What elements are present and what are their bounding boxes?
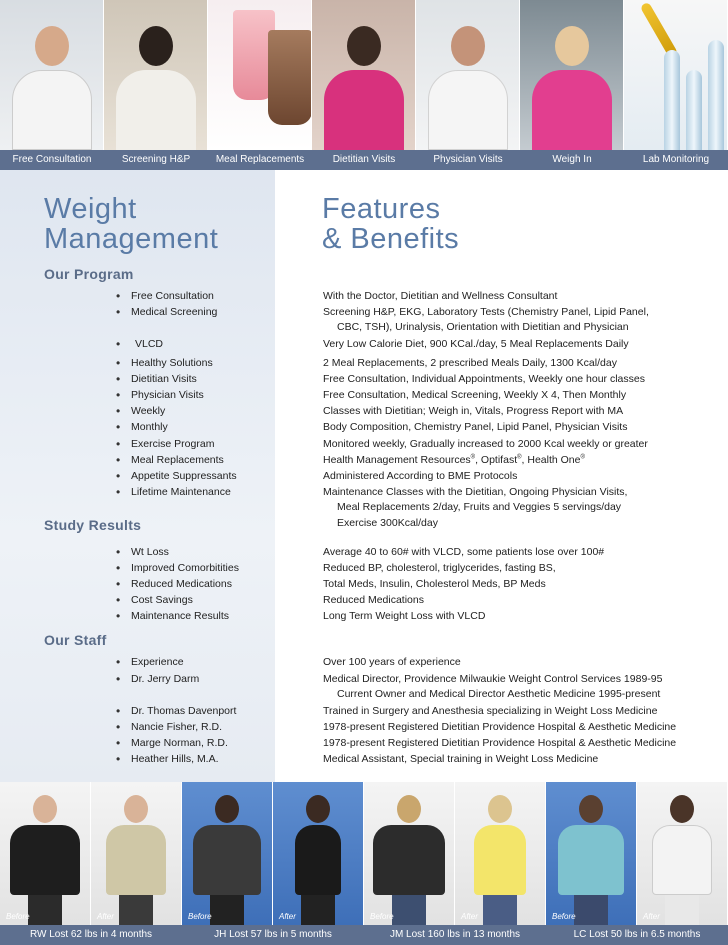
item-label: Appetite Suppressants bbox=[131, 470, 237, 482]
lab-tubes-photo bbox=[624, 0, 728, 150]
item-description: With the Doctor, Dietitian and Wellness Consultant bbox=[323, 290, 558, 302]
item-label: Medical Screening bbox=[131, 306, 218, 318]
item-label: Maintenance Results bbox=[131, 610, 230, 622]
item-description: Reduced Medications bbox=[323, 594, 424, 606]
item-description: Reduced BP, cholesterol, triglycerides, fasting BS, bbox=[323, 562, 556, 574]
item-label: Lifetime Maintenance bbox=[131, 486, 231, 498]
bullet-icon: • bbox=[116, 305, 121, 319]
bullet-icon: • bbox=[116, 577, 121, 591]
jh-before-photo bbox=[182, 782, 273, 925]
item-description: Body Composition, Chemistry Panel, Lipid Panel, Physician Visits bbox=[323, 421, 628, 433]
bullet-icon: • bbox=[116, 609, 121, 623]
bullet-icon: • bbox=[116, 593, 121, 607]
item-label: Experience bbox=[131, 656, 184, 668]
item-label: Free Consultation bbox=[131, 290, 214, 302]
after-tag: After bbox=[97, 912, 114, 921]
item-description: CBC, TSH), Urinalysis, Orientation with Dietitian and Physician bbox=[337, 321, 629, 333]
rw-after-photo bbox=[91, 782, 182, 925]
item-description: Free Consultation, Individual Appointments, Weekly one hour classes bbox=[323, 373, 645, 385]
physician-photo bbox=[416, 0, 520, 150]
shakes-photo bbox=[208, 0, 312, 150]
item-label: Marge Norman, R.D. bbox=[131, 737, 228, 749]
results-caption-bar bbox=[0, 925, 728, 945]
item-label: Dr. Thomas Davenport bbox=[131, 705, 237, 717]
item-label: Cost Savings bbox=[131, 594, 193, 606]
caption-rw: RW Lost 62 lbs in 4 months bbox=[29, 929, 153, 940]
screening-photo bbox=[104, 0, 208, 150]
header-photo-strip bbox=[0, 0, 728, 150]
item-description: Long Term Weight Loss with VLCD bbox=[323, 610, 486, 622]
item-description: Medical Assistant, Special training in Weight Loss Medicine bbox=[323, 753, 599, 765]
doctor-photo bbox=[0, 0, 104, 150]
item-label: Heather Hills, M.A. bbox=[131, 753, 219, 765]
item-description: Exercise 300Kcal/day bbox=[337, 517, 438, 529]
bullet-icon: • bbox=[116, 720, 121, 734]
item-description: Classes with Dietitian; Weigh in, Vitals, Progress Report with MA bbox=[323, 405, 624, 417]
caption-weigh-in: Weigh In bbox=[552, 154, 592, 165]
bullet-icon: • bbox=[116, 485, 121, 499]
caption-free-consultation: Free Consultation bbox=[12, 154, 92, 165]
jm-after-photo bbox=[455, 782, 546, 925]
after-tag: After bbox=[461, 912, 478, 921]
before-tag: Before bbox=[188, 912, 212, 921]
bullet-icon: • bbox=[116, 736, 121, 750]
after-tag: After bbox=[279, 912, 296, 921]
bullet-icon: • bbox=[116, 655, 121, 669]
title-line-1: Weight bbox=[44, 193, 137, 225]
bullet-icon: • bbox=[116, 561, 121, 575]
item-label: Healthy Solutions bbox=[131, 357, 213, 369]
after-tag: After bbox=[643, 912, 660, 921]
item-description: 1978-present Registered Dietitian Providence Hospital & Aesthetic Medicine bbox=[323, 721, 677, 733]
item-description: Trained in Surgery and Anesthesia specializing in Weight Loss Medicine bbox=[323, 705, 658, 717]
caption-meal-replacements: Meal Replacements bbox=[215, 154, 305, 165]
item-label: Exercise Program bbox=[131, 438, 215, 450]
caption-lc: LC Lost 50 lbs in 6.5 months bbox=[573, 929, 701, 940]
item-label: Physician Visits bbox=[131, 389, 204, 401]
section-study-results: Study Results bbox=[44, 517, 142, 533]
bullet-icon: • bbox=[116, 469, 121, 483]
bullet-icon: • bbox=[116, 420, 121, 434]
caption-jm: JM Lost 160 lbs in 13 months bbox=[389, 929, 521, 940]
item-description: Total Meds, Insulin, Cholesterol Meds, BP Meds bbox=[323, 578, 546, 590]
bullet-icon: • bbox=[116, 453, 121, 467]
item-description: Maintenance Classes with the Dietitian, Ongoing Physician Visits, bbox=[323, 486, 628, 498]
bullet-icon: • bbox=[116, 437, 121, 451]
title-weight-management bbox=[44, 194, 218, 254]
bullet-icon: • bbox=[116, 337, 121, 351]
item-description: 2 Meal Replacements, 2 prescribed Meals Daily, 1300 Kcal/day bbox=[323, 357, 617, 369]
section-our-staff: Our Staff bbox=[44, 632, 107, 648]
bullet-icon: • bbox=[116, 372, 121, 386]
item-description: Meal Replacements 2/day, Fruits and Veggies 5 servings/day bbox=[337, 501, 622, 513]
item-description: Screening H&P, EKG, Laboratory Tests (Chemistry Panel, Lipid Panel, bbox=[323, 306, 649, 318]
rw-before-photo bbox=[0, 782, 91, 925]
lc-after-photo bbox=[637, 782, 728, 925]
jm-before-photo bbox=[364, 782, 455, 925]
item-description: 1978-present Registered Dietitian Providence Hospital & Aesthetic Medicine bbox=[323, 737, 677, 749]
item-label: Monthly bbox=[131, 421, 168, 433]
dietitian-photo bbox=[312, 0, 416, 150]
section-our-program: Our Program bbox=[44, 266, 134, 282]
title-line-1: Features bbox=[322, 193, 441, 225]
caption-lab-monitoring: Lab Monitoring bbox=[642, 154, 710, 165]
item-description: Medical Director, Providence Milwaukie Weight Control Services 1989-95 bbox=[323, 673, 663, 685]
item-description: Administered According to BME Protocols bbox=[323, 470, 518, 482]
bullet-icon: • bbox=[116, 704, 121, 718]
bullet-icon: • bbox=[116, 672, 121, 686]
weigh-in-photo bbox=[520, 0, 624, 150]
bullet-icon: • bbox=[116, 752, 121, 766]
bullet-icon: • bbox=[116, 545, 121, 559]
item-label: Dr. Jerry Darm bbox=[131, 673, 200, 685]
caption-jh: JH Lost 57 lbs in 5 months bbox=[214, 929, 332, 940]
item-description: Monitored weekly, Gradually increased to 2000 Kcal weekly or greater bbox=[323, 438, 648, 450]
header-caption-bar bbox=[0, 150, 728, 170]
before-tag: Before bbox=[552, 912, 576, 921]
item-label: Wt Loss bbox=[131, 546, 169, 558]
item-label: Nancie Fisher, R.D. bbox=[131, 721, 223, 733]
before-after-strip bbox=[0, 782, 728, 925]
item-label: Dietitian Visits bbox=[131, 373, 197, 385]
title-line-2: & Benefits bbox=[322, 223, 460, 255]
bullet-icon: • bbox=[116, 356, 121, 370]
jh-after-photo bbox=[273, 782, 364, 925]
caption-physician-visits: Physician Visits bbox=[433, 154, 503, 165]
item-description: Average 40 to 60# with VLCD, some patients lose over 100# bbox=[323, 546, 605, 558]
item-description: Very Low Calorie Diet, 900 KCal./day, 5 Meal Replacements Daily bbox=[323, 338, 629, 350]
caption-dietitian-visits: Dietitian Visits bbox=[332, 154, 396, 165]
bullet-icon: • bbox=[116, 388, 121, 402]
before-tag: Before bbox=[370, 912, 394, 921]
item-label: Weekly bbox=[131, 405, 166, 417]
bullet-icon: • bbox=[116, 289, 121, 303]
meal-brands: Health Management Resources®, Optifast®, Health One® bbox=[323, 454, 585, 466]
title-features-benefits bbox=[322, 194, 459, 254]
item-label: Improved Comorbitities bbox=[131, 562, 239, 574]
lc-before-photo bbox=[546, 782, 637, 925]
bullet-icon: • bbox=[116, 404, 121, 418]
item-description: Over 100 years of experience bbox=[323, 656, 461, 668]
caption-screening: Screening H&P bbox=[121, 154, 191, 165]
item-label: Reduced Medications bbox=[131, 578, 232, 590]
item-label: VLCD bbox=[135, 338, 164, 350]
item-label: Meal Replacements bbox=[131, 454, 224, 466]
before-tag: Before bbox=[6, 912, 30, 921]
title-line-2: Management bbox=[44, 223, 219, 255]
item-description: Current Owner and Medical Director Aesthetic Medicine 1995-present bbox=[337, 688, 661, 700]
item-description: Free Consultation, Medical Screening, Weekly X 4, Then Monthly bbox=[323, 389, 627, 401]
